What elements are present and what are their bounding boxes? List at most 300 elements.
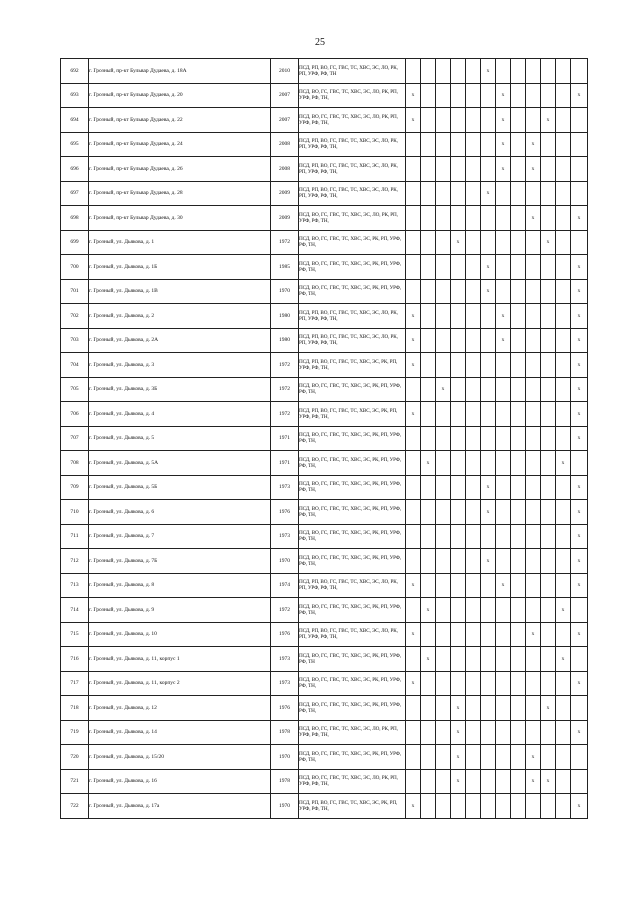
table-row — [61, 426, 588, 451]
mark-cell — [466, 647, 481, 672]
works-cell: ПСД, ВО, ГС, ГВС, ТС, ХВС, ЭС, РК, РП, УРФ, РФ, ТН, — [299, 598, 406, 623]
year-cell: 1976 — [271, 696, 299, 721]
mark-cell — [436, 279, 451, 304]
works-cell: ПСД, РП, ВО, ГС, ГВС, ТС, ХВС, ЭС, ЛО, РК, РП, УРФ, РФ, ТН, — [299, 573, 406, 598]
row-number: 711 — [61, 524, 89, 549]
table-row — [61, 328, 588, 353]
works-cell: ПСД, ВО, ГС, ГВС, ТС, ХВС, ЭС, РК, РП, УРФ, РФ, ТН, — [299, 426, 406, 451]
mark-cell — [496, 181, 511, 206]
mark-cell — [526, 255, 541, 280]
mark-cell — [466, 206, 481, 231]
mark-cell: х — [571, 671, 588, 696]
mark-cell: х — [496, 108, 511, 133]
mark-cell — [496, 720, 511, 745]
year-cell: 1973 — [271, 524, 299, 549]
mark-cell — [421, 573, 436, 598]
mark-cell — [496, 475, 511, 500]
mark-cell: х — [571, 328, 588, 353]
mark-cell — [466, 622, 481, 647]
mark-cell — [571, 181, 588, 206]
mark-cell: х — [571, 402, 588, 427]
row-number: 718 — [61, 696, 89, 721]
mark-cell — [496, 426, 511, 451]
mark-cell — [541, 451, 556, 476]
mark-cell: х — [481, 500, 496, 525]
mark-cell — [511, 622, 526, 647]
mark-cell — [541, 671, 556, 696]
year-cell: 1972 — [271, 402, 299, 427]
row-number: 719 — [61, 720, 89, 745]
row-number: 695 — [61, 132, 89, 157]
row-number: 693 — [61, 83, 89, 108]
mark-cell: х — [496, 304, 511, 329]
table-row — [61, 696, 588, 721]
mark-cell: х — [526, 206, 541, 231]
mark-cell — [421, 500, 436, 525]
row-number: 698 — [61, 206, 89, 231]
mark-cell — [466, 794, 481, 819]
mark-cell — [436, 622, 451, 647]
mark-cell — [481, 377, 496, 402]
year-cell: 1970 — [271, 745, 299, 770]
mark-cell — [541, 720, 556, 745]
year-cell: 1970 — [271, 549, 299, 574]
mark-cell — [451, 206, 466, 231]
mark-cell — [451, 328, 466, 353]
mark-cell — [511, 696, 526, 721]
works-cell: ПСД, ВО, ГС, ГВС, ТС, ХВС, ЭС, РК, РП, УРФ, РФ, ТН, — [299, 696, 406, 721]
mark-cell — [496, 671, 511, 696]
mark-cell: х — [571, 83, 588, 108]
mark-cell: х — [406, 573, 421, 598]
mark-cell — [466, 402, 481, 427]
mark-cell — [421, 769, 436, 794]
mark-cell — [541, 377, 556, 402]
mark-cell: х — [571, 304, 588, 329]
year-cell: 1976 — [271, 500, 299, 525]
mark-cell — [481, 696, 496, 721]
mark-cell: х — [496, 328, 511, 353]
table-row — [61, 304, 588, 329]
mark-cell — [541, 549, 556, 574]
mark-cell — [556, 720, 571, 745]
mark-cell — [541, 500, 556, 525]
mark-cell — [526, 230, 541, 255]
mark-cell — [436, 304, 451, 329]
mark-cell: х — [571, 622, 588, 647]
mark-cell — [466, 328, 481, 353]
mark-cell — [496, 206, 511, 231]
mark-cell — [436, 132, 451, 157]
mark-cell — [511, 500, 526, 525]
year-cell: 2010 — [271, 59, 299, 84]
mark-cell — [541, 426, 556, 451]
mark-cell — [421, 181, 436, 206]
mark-cell — [406, 549, 421, 574]
mark-cell — [511, 353, 526, 378]
mark-cell — [406, 206, 421, 231]
table-row — [61, 769, 588, 794]
row-number: 709 — [61, 475, 89, 500]
mark-cell — [436, 745, 451, 770]
table-row — [61, 132, 588, 157]
mark-cell — [481, 647, 496, 672]
address-cell: г. Грозный, ул. Дьякова, д. 14 — [89, 720, 271, 745]
mark-cell — [436, 671, 451, 696]
mark-cell — [466, 157, 481, 182]
mark-cell: х — [526, 745, 541, 770]
year-cell: 2008 — [271, 132, 299, 157]
mark-cell — [541, 353, 556, 378]
table-row — [61, 475, 588, 500]
mark-cell — [436, 402, 451, 427]
mark-cell — [466, 304, 481, 329]
mark-cell: х — [526, 132, 541, 157]
mark-cell — [511, 206, 526, 231]
address-cell: г. Грозный, ул. Дьякова, д. 5 — [89, 426, 271, 451]
mark-cell: х — [406, 353, 421, 378]
mark-cell — [571, 451, 588, 476]
table-row — [61, 59, 588, 84]
mark-cell: х — [556, 451, 571, 476]
mark-cell — [541, 598, 556, 623]
mark-cell — [556, 745, 571, 770]
mark-cell — [451, 598, 466, 623]
year-cell: 1973 — [271, 475, 299, 500]
mark-cell — [556, 328, 571, 353]
mark-cell — [481, 304, 496, 329]
row-number: 722 — [61, 794, 89, 819]
mark-cell — [451, 304, 466, 329]
mark-cell: х — [571, 377, 588, 402]
row-number: 706 — [61, 402, 89, 427]
mark-cell: х — [526, 157, 541, 182]
mark-cell — [481, 108, 496, 133]
year-cell: 1971 — [271, 426, 299, 451]
mark-cell — [466, 108, 481, 133]
mark-cell — [436, 647, 451, 672]
address-cell: г. Грозный, ул. Дьякова, д. 10 — [89, 622, 271, 647]
mark-cell — [511, 745, 526, 770]
row-number: 700 — [61, 255, 89, 280]
table-row — [61, 255, 588, 280]
address-cell: г. Грозный, ул. Дьякова, д. 3 — [89, 353, 271, 378]
year-cell: 2009 — [271, 181, 299, 206]
mark-cell — [481, 157, 496, 182]
mark-cell — [511, 720, 526, 745]
mark-cell — [421, 794, 436, 819]
works-cell: ПСД, ВО, ГС, ГВС, ТС, ХВС, ЭС, РК, РП, УРФ, РФ, ТН, — [299, 524, 406, 549]
mark-cell — [556, 696, 571, 721]
mark-cell — [556, 157, 571, 182]
mark-cell — [406, 524, 421, 549]
mark-cell — [496, 451, 511, 476]
mark-cell: х — [421, 451, 436, 476]
mark-cell — [451, 255, 466, 280]
mark-cell — [406, 769, 421, 794]
mark-cell: х — [571, 524, 588, 549]
address-cell: г. Грозный, ул. Дьякова, д. 7 — [89, 524, 271, 549]
works-cell: ПСД, ВО, ГС, ГВС, ТС, ХВС, ЭС, ЛО, РК, РП, УРФ, РФ, ТН, — [299, 206, 406, 231]
mark-cell: х — [451, 769, 466, 794]
mark-cell — [571, 132, 588, 157]
mark-cell — [556, 83, 571, 108]
mark-cell — [511, 255, 526, 280]
works-cell: ПСД, РП, ВО, ГС, ГВС, ТС, ХВС, ЭС, ЛО, РК, РП, УРФ, РФ, ТН, — [299, 304, 406, 329]
mark-cell — [541, 157, 556, 182]
mark-cell: х — [406, 622, 421, 647]
address-cell: г. Грозный, пр-кт Бульвар Дудаева, д. 20 — [89, 83, 271, 108]
works-cell: ПСД, ВО, ГС, ГВС, ТС, ХВС, ЭС, ЛО, РК, РП, УРФ, РФ, ТН, — [299, 83, 406, 108]
mark-cell — [451, 402, 466, 427]
row-number: 696 — [61, 157, 89, 182]
works-cell: ПСД, РП, ВО, ГС, ГВС, ТС, ХВС, ЭС, ЛО, РК, РП, УРФ, РФ, ТН, — [299, 181, 406, 206]
mark-cell — [541, 794, 556, 819]
mark-cell — [421, 745, 436, 770]
mark-cell — [526, 451, 541, 476]
mark-cell — [451, 622, 466, 647]
year-cell: 1971 — [271, 451, 299, 476]
mark-cell — [556, 108, 571, 133]
mark-cell — [406, 720, 421, 745]
year-cell: 1985 — [271, 255, 299, 280]
mark-cell — [466, 745, 481, 770]
mark-cell: х — [406, 83, 421, 108]
mark-cell — [406, 426, 421, 451]
page-number: 25 — [315, 37, 325, 48]
address-cell: г. Грозный, ул. Дьякова, д. 1Б — [89, 255, 271, 280]
mark-cell — [556, 304, 571, 329]
mark-cell — [451, 671, 466, 696]
works-cell: ПСД, ВО, ГС, ГВС, ТС, ХВС, ЭС, РК, РП, УРФ, РФ, ТН, — [299, 745, 406, 770]
mark-cell — [421, 696, 436, 721]
mark-cell — [466, 500, 481, 525]
mark-cell — [466, 696, 481, 721]
mark-cell — [556, 426, 571, 451]
table-row — [61, 181, 588, 206]
address-cell: г. Грозный, ул. Дьякова, д. 5А — [89, 451, 271, 476]
mark-cell — [481, 671, 496, 696]
mark-cell — [541, 83, 556, 108]
works-cell: ПСД, ВО, ГС, ГВС, ТС, ХВС, ЭС, РК, РП, УРФ, РФ, ТН, — [299, 500, 406, 525]
mark-cell — [406, 132, 421, 157]
mark-cell: х — [421, 598, 436, 623]
address-cell: г. Грозный, ул. Дьякова, д. 2 — [89, 304, 271, 329]
row-number: 716 — [61, 647, 89, 672]
row-number: 704 — [61, 353, 89, 378]
mark-cell — [466, 475, 481, 500]
mark-cell — [541, 647, 556, 672]
mark-cell — [421, 402, 436, 427]
row-number: 694 — [61, 108, 89, 133]
mark-cell — [436, 696, 451, 721]
mark-cell: х — [526, 622, 541, 647]
mark-cell — [556, 671, 571, 696]
mark-cell — [511, 157, 526, 182]
mark-cell — [541, 328, 556, 353]
row-number: 713 — [61, 573, 89, 598]
mark-cell — [526, 377, 541, 402]
mark-cell — [451, 181, 466, 206]
row-number: 720 — [61, 745, 89, 770]
mark-cell — [421, 108, 436, 133]
works-cell: ПСД, ВО, ГС, ГВС, ТС, ХВС, ЭС, РК, РП, УРФ, РФ, ТН — [299, 647, 406, 672]
mark-cell — [541, 304, 556, 329]
mark-cell — [421, 622, 436, 647]
mark-cell — [466, 59, 481, 84]
mark-cell — [451, 132, 466, 157]
mark-cell: х — [571, 426, 588, 451]
mark-cell — [421, 132, 436, 157]
works-cell: ПСД, ВО, ГС, ГВС, ТС, ХВС, ЭС, РК, РП, УРФ, РФ, ТН, — [299, 475, 406, 500]
mark-cell — [511, 279, 526, 304]
mark-cell — [406, 377, 421, 402]
works-cell: ПСД, ВО, ГС, ГВС, ТС, ХВС, ЭС, ЛО, РК, РП, УРФ, РФ, ТН, — [299, 769, 406, 794]
mark-cell — [511, 647, 526, 672]
mark-cell — [511, 377, 526, 402]
mark-cell — [511, 230, 526, 255]
mark-cell — [526, 720, 541, 745]
mark-cell: х — [451, 745, 466, 770]
mark-cell — [451, 475, 466, 500]
address-cell: г. Грозный, ул. Дьякова, д. 11, корпус 2 — [89, 671, 271, 696]
mark-cell — [556, 181, 571, 206]
row-number: 699 — [61, 230, 89, 255]
row-number: 715 — [61, 622, 89, 647]
mark-cell — [421, 328, 436, 353]
works-cell: ПСД, ВО, ГС, ГВС, ТС, ХВС, ЭС, ЛО, РК, РП, УРФ, РФ, ТН, — [299, 720, 406, 745]
address-cell: г. Грозный, ул. Дьякова, д. 7Б — [89, 549, 271, 574]
table-row — [61, 720, 588, 745]
row-number: 692 — [61, 59, 89, 84]
mark-cell — [421, 255, 436, 280]
mark-cell — [466, 279, 481, 304]
mark-cell — [541, 206, 556, 231]
mark-cell — [556, 353, 571, 378]
mark-cell: х — [496, 83, 511, 108]
mark-cell — [556, 475, 571, 500]
mark-cell — [406, 451, 421, 476]
mark-cell — [496, 549, 511, 574]
mark-cell: х — [541, 230, 556, 255]
mark-cell — [481, 598, 496, 623]
mark-cell — [556, 279, 571, 304]
mark-cell: х — [406, 304, 421, 329]
address-cell: г. Грозный, пр-кт Бульвар Дудаева, д. 30 — [89, 206, 271, 231]
mark-cell — [406, 598, 421, 623]
mark-cell — [556, 500, 571, 525]
year-cell: 1972 — [271, 377, 299, 402]
mark-cell — [496, 279, 511, 304]
address-cell: г. Грозный, ул. Дьякова, д. 6 — [89, 500, 271, 525]
row-number: 721 — [61, 769, 89, 794]
mark-cell — [466, 573, 481, 598]
mark-cell — [466, 549, 481, 574]
mark-cell — [541, 181, 556, 206]
row-number: 703 — [61, 328, 89, 353]
mark-cell — [436, 769, 451, 794]
mark-cell — [541, 255, 556, 280]
mark-cell — [511, 402, 526, 427]
mark-cell: х — [571, 794, 588, 819]
address-cell: г. Грозный, пр-кт Бульвар Дудаева, д. 28 — [89, 181, 271, 206]
mark-cell: х — [571, 206, 588, 231]
works-cell: ПСД, РП, ВО, ГС, ГВС, ТС, ХВС, ЭС, ЛО, РК, РП, УРФ, РФ, ТН, — [299, 328, 406, 353]
mark-cell — [436, 108, 451, 133]
year-cell: 1978 — [271, 720, 299, 745]
mark-cell — [466, 230, 481, 255]
mark-cell — [436, 206, 451, 231]
works-cell: ПСД, ВО, ГС, ГВС, ТС, ХВС, ЭС, ЛО, РК, РП, УРФ, РФ, ТН, — [299, 108, 406, 133]
year-cell: 1976 — [271, 622, 299, 647]
mark-cell — [511, 475, 526, 500]
mark-cell — [451, 377, 466, 402]
mark-cell: х — [451, 696, 466, 721]
row-number: 717 — [61, 671, 89, 696]
mark-cell — [541, 475, 556, 500]
mark-cell — [451, 794, 466, 819]
mark-cell — [466, 598, 481, 623]
mark-cell — [421, 671, 436, 696]
works-cell: ПСД, РП, ВО, ГС, ГВС, ТС, ХВС, ЭС, ЛО, РК, РП, УРФ, РФ, ТН, — [299, 157, 406, 182]
mark-cell — [436, 59, 451, 84]
works-cell: ПСД, РП, ВО, ГС, ГВС, ТС, ХВС, ЭС, ЛО, РК, РП, УРФ, РФ, ТН — [299, 59, 406, 84]
mark-cell — [511, 108, 526, 133]
address-cell: г. Грозный, ул. Дьякова, д. 3Б — [89, 377, 271, 402]
mark-cell — [571, 647, 588, 672]
row-number: 701 — [61, 279, 89, 304]
mark-cell — [481, 794, 496, 819]
address-cell: г. Грозный, ул. Дьякова, д. 1В — [89, 279, 271, 304]
mark-cell — [556, 59, 571, 84]
mark-cell — [481, 573, 496, 598]
mark-cell — [421, 83, 436, 108]
mark-cell — [571, 157, 588, 182]
mark-cell: х — [526, 769, 541, 794]
housing-works-table — [60, 58, 588, 819]
mark-cell — [526, 647, 541, 672]
address-cell: г. Грозный, ул. Дьякова, д. 2А — [89, 328, 271, 353]
mark-cell: х — [496, 573, 511, 598]
mark-cell — [421, 59, 436, 84]
mark-cell — [496, 377, 511, 402]
mark-cell — [421, 426, 436, 451]
mark-cell: х — [451, 230, 466, 255]
table-row — [61, 745, 588, 770]
table-row — [61, 83, 588, 108]
mark-cell: х — [406, 402, 421, 427]
table-row — [61, 647, 588, 672]
mark-cell — [481, 769, 496, 794]
address-cell: г. Грозный, ул. Дьякова, д. 8 — [89, 573, 271, 598]
mark-cell — [436, 255, 451, 280]
mark-cell — [406, 475, 421, 500]
mark-cell — [541, 279, 556, 304]
address-cell: г. Грозный, ул. Дьякова, д. 12 — [89, 696, 271, 721]
works-cell: ПСД, РП, ВО, ГС, ГВС, ТС, ХВС, ЭС, РК, РП, УРФ, РФ, ТН, — [299, 402, 406, 427]
year-cell: 1970 — [271, 279, 299, 304]
mark-cell — [496, 647, 511, 672]
address-cell: г. Грозный, ул. Дьякова, д. 4 — [89, 402, 271, 427]
table-row — [61, 377, 588, 402]
mark-cell — [556, 794, 571, 819]
mark-cell — [421, 377, 436, 402]
mark-cell — [451, 426, 466, 451]
mark-cell — [451, 353, 466, 378]
address-cell: г. Грозный, ул. Дьякова, д. 11, корпус 1 — [89, 647, 271, 672]
mark-cell — [496, 402, 511, 427]
mark-cell — [466, 426, 481, 451]
